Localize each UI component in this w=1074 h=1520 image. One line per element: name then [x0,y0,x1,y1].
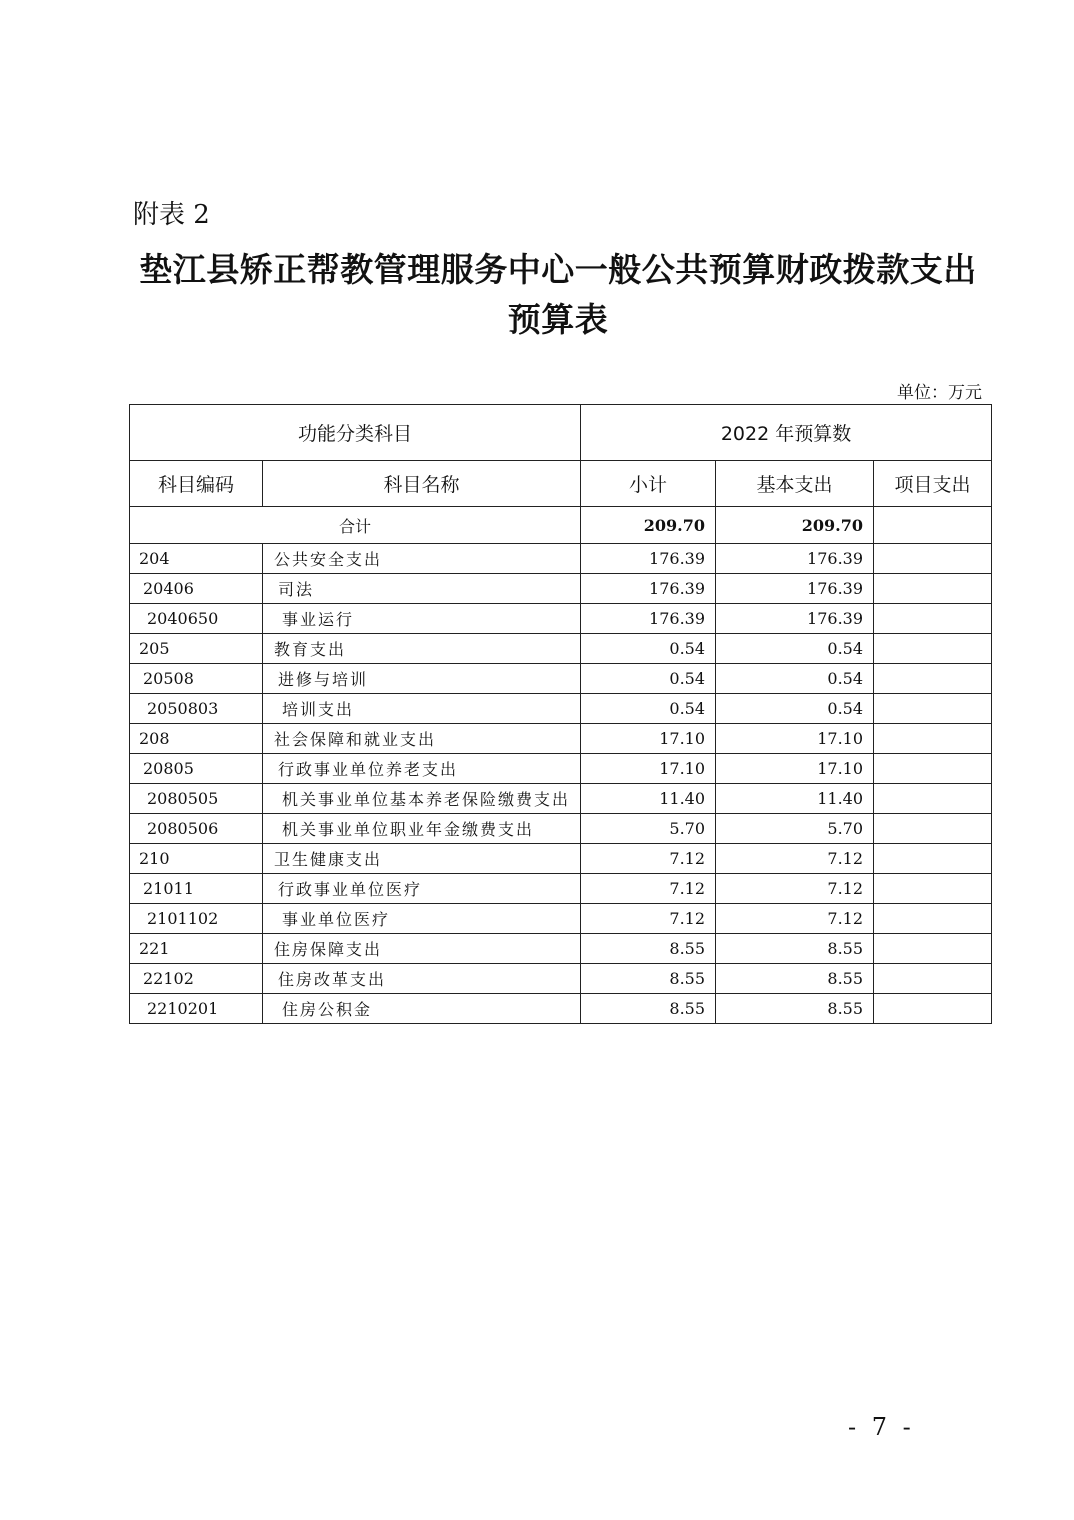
total-row [130,507,992,544]
row-project [874,664,992,694]
row-basic: 17.10 [716,754,874,784]
row-project [874,754,992,784]
row-project [874,904,992,934]
table-row [130,754,992,784]
total-subtotal: 209.70 [581,507,716,544]
row-subtotal: 17.10 [581,754,716,784]
table-row [130,724,992,754]
row-code: 2101102 [130,904,263,934]
header-subtotal: 小计 [581,461,716,507]
row-code: 221 [130,934,263,964]
row-subtotal: 11.40 [581,784,716,814]
row-basic: 0.54 [716,664,874,694]
header-project: 项目支出 [874,461,992,507]
page-title-line1: 垫江县矫正帮教管理服务中心一般公共预算财政拨款支出 [139,250,977,289]
row-basic: 8.55 [716,964,874,994]
row-code: 2080505 [130,784,263,814]
row-subtotal: 0.54 [581,634,716,664]
header-function-category: 功能分类科目 [130,405,581,461]
row-basic: 8.55 [716,934,874,964]
row-code: 2040650 [130,604,263,634]
row-subtotal: 0.54 [581,694,716,724]
row-code: 210 [130,844,263,874]
row-subtotal: 176.39 [581,604,716,634]
table-row [130,814,992,844]
table-row [130,964,992,994]
row-project [874,874,992,904]
row-basic: 0.54 [716,694,874,724]
row-code: 204 [130,544,263,574]
row-name: 住房改革支出 [263,964,581,994]
row-code: 208 [130,724,263,754]
row-subtotal: 8.55 [581,964,716,994]
row-basic: 7.12 [716,844,874,874]
row-subtotal: 0.54 [581,664,716,694]
header-basic: 基本支出 [716,461,874,507]
row-basic: 176.39 [716,604,874,634]
row-subtotal: 176.39 [581,544,716,574]
row-subtotal: 7.12 [581,904,716,934]
row-name: 社会保障和就业支出 [263,724,581,754]
row-name: 司法 [263,574,581,604]
row-code: 2080506 [130,814,263,844]
row-code: 20406 [130,574,263,604]
row-code: 205 [130,634,263,664]
budget-table [129,404,992,1024]
row-project [874,544,992,574]
row-name: 机关事业单位基本养老保险缴费支出 [263,784,581,814]
row-name: 进修与培训 [263,664,581,694]
row-subtotal: 5.70 [581,814,716,844]
row-project [874,994,992,1024]
table-row [130,574,992,604]
row-name: 机关事业单位职业年金缴费支出 [263,814,581,844]
row-name: 公共安全支出 [263,544,581,574]
row-project [874,574,992,604]
row-project [874,724,992,754]
row-basic: 7.12 [716,874,874,904]
row-code: 2050803 [130,694,263,724]
row-project [874,634,992,664]
table-row [130,844,992,874]
row-name: 培训支出 [263,694,581,724]
header-name: 科目名称 [263,461,581,507]
header-budget-year: 2022 年预算数 [581,405,992,461]
table-row [130,904,992,934]
row-name: 行政事业单位医疗 [263,874,581,904]
row-basic: 176.39 [716,574,874,604]
table-row [130,874,992,904]
table-row [130,934,992,964]
header-column-row [130,461,992,507]
row-basic: 0.54 [716,634,874,664]
row-name: 教育支出 [263,634,581,664]
row-code: 20508 [130,664,263,694]
table-row [130,664,992,694]
row-basic: 11.40 [716,784,874,814]
row-basic: 176.39 [716,544,874,574]
annex-label: 附表 2 [133,200,210,230]
table-row [130,784,992,814]
row-project [874,784,992,814]
row-name: 卫生健康支出 [263,844,581,874]
total-label: 合计 [130,507,581,544]
row-project [874,694,992,724]
row-project [874,934,992,964]
row-code: 2210201 [130,994,263,1024]
row-name: 行政事业单位养老支出 [263,754,581,784]
row-code: 20805 [130,754,263,784]
row-subtotal: 8.55 [581,934,716,964]
table-row [130,994,992,1024]
row-basic: 8.55 [716,994,874,1024]
table-row [130,694,992,724]
row-name: 住房保障支出 [263,934,581,964]
row-name: 住房公积金 [263,994,581,1024]
row-code: 22102 [130,964,263,994]
total-project [874,507,992,544]
total-basic: 209.70 [716,507,874,544]
row-project [874,604,992,634]
unit-label: 单位：万元 [897,383,982,403]
page-number: - 7 - [848,1413,915,1441]
row-name: 事业运行 [263,604,581,634]
row-project [874,964,992,994]
table-row [130,634,992,664]
row-subtotal: 7.12 [581,844,716,874]
row-basic: 7.12 [716,904,874,934]
row-subtotal: 17.10 [581,724,716,754]
row-subtotal: 8.55 [581,994,716,1024]
row-name: 事业单位医疗 [263,904,581,934]
row-project [874,814,992,844]
row-project [874,844,992,874]
table-row [130,544,992,574]
header-group-row [130,405,992,461]
row-code: 21011 [130,874,263,904]
row-basic: 5.70 [716,814,874,844]
page-title-line2: 预算表 [507,300,609,339]
header-code: 科目编码 [130,461,263,507]
row-subtotal: 7.12 [581,874,716,904]
row-basic: 17.10 [716,724,874,754]
table-row [130,604,992,634]
row-subtotal: 176.39 [581,574,716,604]
